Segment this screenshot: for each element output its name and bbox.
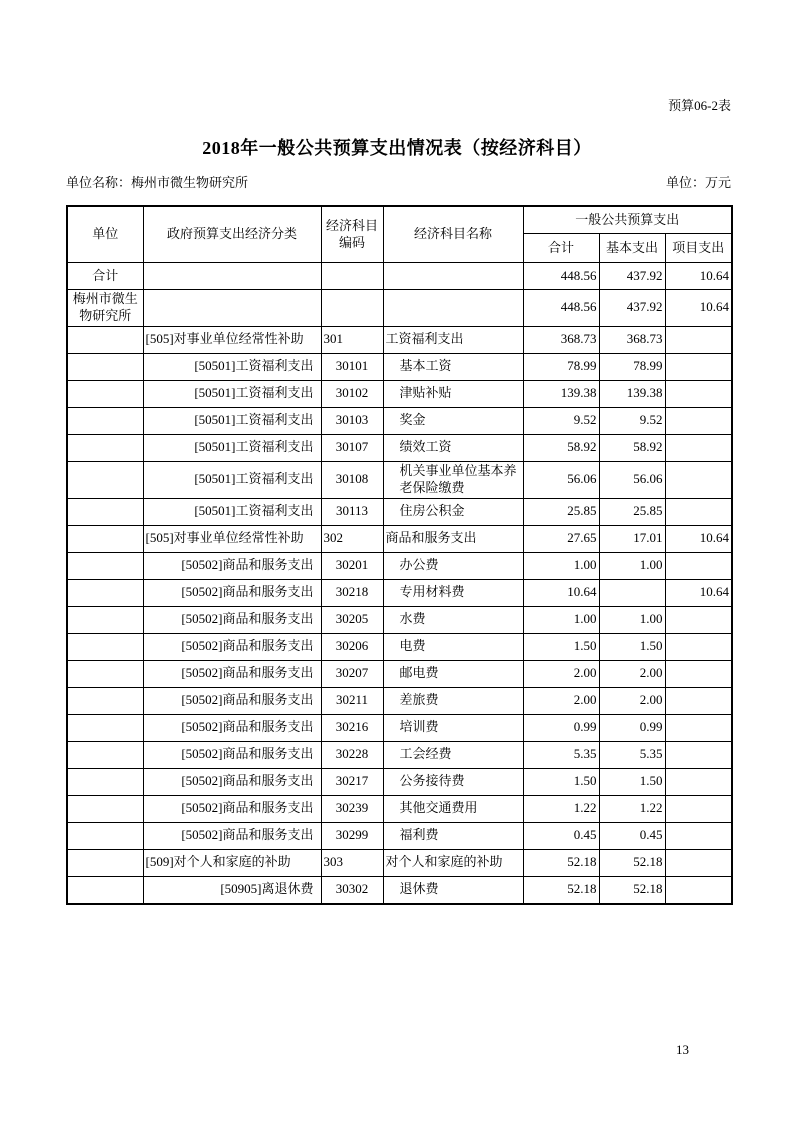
cell-unit bbox=[67, 849, 143, 876]
cell-code: 30211 bbox=[321, 687, 383, 714]
table-row bbox=[67, 822, 732, 849]
cell-project bbox=[665, 822, 732, 849]
cell-cls bbox=[143, 290, 321, 327]
header-budget-group: 一般公共预算支出 bbox=[523, 206, 732, 234]
cell-total: 9.52 bbox=[523, 407, 599, 434]
page-number: 13 bbox=[676, 1042, 689, 1057]
cell-code: 301 bbox=[321, 326, 383, 353]
cell-cls: [50501]工资福利支出 bbox=[143, 407, 321, 434]
cell-project bbox=[665, 407, 732, 434]
cell-name: 水费 bbox=[383, 606, 523, 633]
cell-basic: 1.00 bbox=[599, 606, 665, 633]
header-code: 经济科目编码 bbox=[321, 206, 383, 263]
cell-name: 工会经费 bbox=[383, 741, 523, 768]
cell-cls: [50502]商品和服务支出 bbox=[143, 741, 321, 768]
table-row bbox=[67, 660, 732, 687]
cell-basic: 437.92 bbox=[599, 290, 665, 327]
table-row bbox=[67, 434, 732, 461]
cell-project bbox=[665, 498, 732, 525]
table-row bbox=[67, 849, 732, 876]
table-row bbox=[67, 579, 732, 606]
header-total: 合计 bbox=[523, 234, 599, 263]
meta-row bbox=[66, 172, 731, 191]
cell-unit bbox=[67, 353, 143, 380]
cell-project bbox=[665, 461, 732, 498]
cell-code: 30228 bbox=[321, 741, 383, 768]
cell-unit bbox=[67, 326, 143, 353]
cell-code: 303 bbox=[321, 849, 383, 876]
cell-code: 30201 bbox=[321, 552, 383, 579]
cell-basic: 52.18 bbox=[599, 876, 665, 904]
cell-cls: [505]对事业单位经常性补助 bbox=[143, 525, 321, 552]
header-row-1 bbox=[67, 206, 732, 234]
cell-basic: 368.73 bbox=[599, 326, 665, 353]
cell-unit bbox=[67, 434, 143, 461]
table-row bbox=[67, 263, 732, 290]
cell-unit bbox=[67, 660, 143, 687]
cell-cls: [50502]商品和服务支出 bbox=[143, 633, 321, 660]
header-name: 经济科目名称 bbox=[383, 206, 523, 263]
cell-name: 培训费 bbox=[383, 714, 523, 741]
cell-cls: [50502]商品和服务支出 bbox=[143, 687, 321, 714]
cell-name: 机关事业单位基本养老保险缴费 bbox=[383, 461, 523, 498]
cell-total: 10.64 bbox=[523, 579, 599, 606]
cell-project bbox=[665, 741, 732, 768]
table-row bbox=[67, 606, 732, 633]
cell-basic: 0.99 bbox=[599, 714, 665, 741]
cell-total: 0.99 bbox=[523, 714, 599, 741]
cell-unit bbox=[67, 498, 143, 525]
cell-project bbox=[665, 795, 732, 822]
cell-total: 52.18 bbox=[523, 849, 599, 876]
cell-cls: [50502]商品和服务支出 bbox=[143, 714, 321, 741]
cell-total: 448.56 bbox=[523, 290, 599, 327]
cell-unit bbox=[67, 741, 143, 768]
cell-total: 368.73 bbox=[523, 326, 599, 353]
cell-name: 电费 bbox=[383, 633, 523, 660]
header-project: 项目支出 bbox=[665, 234, 732, 263]
cell-basic: 25.85 bbox=[599, 498, 665, 525]
cell-unit bbox=[67, 552, 143, 579]
table-row bbox=[67, 795, 732, 822]
cell-cls: [50501]工资福利支出 bbox=[143, 498, 321, 525]
cell-code: 30101 bbox=[321, 353, 383, 380]
cell-project bbox=[665, 849, 732, 876]
cell-basic: 58.92 bbox=[599, 434, 665, 461]
cell-name: 住房公积金 bbox=[383, 498, 523, 525]
cell-total: 0.45 bbox=[523, 822, 599, 849]
table-row bbox=[67, 633, 732, 660]
cell-code: 30102 bbox=[321, 380, 383, 407]
header-unit: 单位 bbox=[67, 206, 143, 263]
cell-total: 27.65 bbox=[523, 525, 599, 552]
cell-basic: 5.35 bbox=[599, 741, 665, 768]
cell-total: 2.00 bbox=[523, 687, 599, 714]
cell-cls: [50502]商品和服务支出 bbox=[143, 579, 321, 606]
cell-code: 30218 bbox=[321, 579, 383, 606]
cell-code: 302 bbox=[321, 525, 383, 552]
cell-code bbox=[321, 290, 383, 327]
cell-basic: 2.00 bbox=[599, 687, 665, 714]
cell-cls: [50501]工资福利支出 bbox=[143, 380, 321, 407]
cell-cls: [50502]商品和服务支出 bbox=[143, 768, 321, 795]
cell-code: 30103 bbox=[321, 407, 383, 434]
cell-project bbox=[665, 380, 732, 407]
cell-name: 奖金 bbox=[383, 407, 523, 434]
page-title: 2018年一般公共预算支出情况表（按经济科目） bbox=[202, 138, 592, 158]
cell-unit bbox=[67, 822, 143, 849]
cell-cls: [50502]商品和服务支出 bbox=[143, 822, 321, 849]
cell-total: 78.99 bbox=[523, 353, 599, 380]
table-body bbox=[67, 263, 732, 904]
table-row bbox=[67, 353, 732, 380]
table-row bbox=[67, 768, 732, 795]
cell-cls: [509]对个人和家庭的补助 bbox=[143, 849, 321, 876]
table-row bbox=[67, 876, 732, 904]
cell-project bbox=[665, 876, 732, 904]
cell-cls: [50501]工资福利支出 bbox=[143, 353, 321, 380]
cell-basic: 1.50 bbox=[599, 768, 665, 795]
cell-cls: [50502]商品和服务支出 bbox=[143, 552, 321, 579]
cell-total: 448.56 bbox=[523, 263, 599, 290]
cell-code: 30108 bbox=[321, 461, 383, 498]
table-row bbox=[67, 290, 732, 327]
cell-project bbox=[665, 633, 732, 660]
cell-unit bbox=[67, 606, 143, 633]
cell-name: 邮电费 bbox=[383, 660, 523, 687]
cell-project bbox=[665, 768, 732, 795]
cell-code: 30216 bbox=[321, 714, 383, 741]
cell-basic: 1.22 bbox=[599, 795, 665, 822]
cell-unit bbox=[67, 795, 143, 822]
cell-name bbox=[383, 263, 523, 290]
cell-unit bbox=[67, 633, 143, 660]
cell-basic: 1.00 bbox=[599, 552, 665, 579]
cell-name: 办公费 bbox=[383, 552, 523, 579]
cell-name: 专用材料费 bbox=[383, 579, 523, 606]
cell-project bbox=[665, 552, 732, 579]
cell-basic: 17.01 bbox=[599, 525, 665, 552]
table-row bbox=[67, 525, 732, 552]
table-row bbox=[67, 552, 732, 579]
cell-name: 福利费 bbox=[383, 822, 523, 849]
unit-name: 单位名称：梅州市微生物研究所 bbox=[66, 175, 249, 190]
cell-project bbox=[665, 687, 732, 714]
cell-total: 139.38 bbox=[523, 380, 599, 407]
cell-unit bbox=[67, 876, 143, 904]
cell-basic bbox=[599, 579, 665, 606]
table-row bbox=[67, 326, 732, 353]
cell-basic: 9.52 bbox=[599, 407, 665, 434]
budget-table bbox=[66, 205, 733, 905]
cell-code: 30205 bbox=[321, 606, 383, 633]
cell-name: 基本工资 bbox=[383, 353, 523, 380]
cell-basic: 78.99 bbox=[599, 353, 665, 380]
cell-name: 其他交通费用 bbox=[383, 795, 523, 822]
cell-project: 10.64 bbox=[665, 579, 732, 606]
cell-basic: 52.18 bbox=[599, 849, 665, 876]
cell-basic: 139.38 bbox=[599, 380, 665, 407]
cell-basic: 437.92 bbox=[599, 263, 665, 290]
cell-unit bbox=[67, 525, 143, 552]
cell-name: 工资福利支出 bbox=[383, 326, 523, 353]
table-row bbox=[67, 461, 732, 498]
cell-basic: 0.45 bbox=[599, 822, 665, 849]
cell-code bbox=[321, 263, 383, 290]
cell-code: 30207 bbox=[321, 660, 383, 687]
cell-basic: 56.06 bbox=[599, 461, 665, 498]
cell-project: 10.64 bbox=[665, 290, 732, 327]
cell-cls: [50905]离退休费 bbox=[143, 876, 321, 904]
cell-project bbox=[665, 353, 732, 380]
cell-total: 52.18 bbox=[523, 876, 599, 904]
cell-name: 退休费 bbox=[383, 876, 523, 904]
cell-cls: [50502]商品和服务支出 bbox=[143, 795, 321, 822]
cell-name bbox=[383, 290, 523, 327]
cell-total: 1.50 bbox=[523, 768, 599, 795]
cell-unit bbox=[67, 380, 143, 407]
cell-name: 公务接待费 bbox=[383, 768, 523, 795]
cell-code: 30206 bbox=[321, 633, 383, 660]
table-row bbox=[67, 407, 732, 434]
table-row bbox=[67, 714, 732, 741]
cell-total: 1.00 bbox=[523, 606, 599, 633]
cell-cls: [50501]工资福利支出 bbox=[143, 461, 321, 498]
cell-project: 10.64 bbox=[665, 525, 732, 552]
cell-total: 5.35 bbox=[523, 741, 599, 768]
cell-basic: 1.50 bbox=[599, 633, 665, 660]
unit-of-measure: 单位：万元 bbox=[665, 175, 731, 190]
cell-unit bbox=[67, 407, 143, 434]
cell-basic: 2.00 bbox=[599, 660, 665, 687]
cell-code: 30107 bbox=[321, 434, 383, 461]
cell-project bbox=[665, 714, 732, 741]
cell-total: 1.50 bbox=[523, 633, 599, 660]
cell-unit bbox=[67, 768, 143, 795]
cell-unit: 梅州市微生物研究所 bbox=[67, 290, 143, 327]
cell-name: 商品和服务支出 bbox=[383, 525, 523, 552]
table-row bbox=[67, 380, 732, 407]
cell-project bbox=[665, 606, 732, 633]
table-row bbox=[67, 498, 732, 525]
cell-code: 30299 bbox=[321, 822, 383, 849]
cell-total: 56.06 bbox=[523, 461, 599, 498]
cell-total: 1.00 bbox=[523, 552, 599, 579]
doc-code: 预算06-2表 bbox=[668, 98, 731, 113]
cell-code: 30113 bbox=[321, 498, 383, 525]
cell-unit bbox=[67, 579, 143, 606]
cell-cls: [505]对事业单位经常性补助 bbox=[143, 326, 321, 353]
cell-project bbox=[665, 434, 732, 461]
cell-project bbox=[665, 326, 732, 353]
cell-unit bbox=[67, 687, 143, 714]
header-gov-class: 政府预算支出经济分类 bbox=[143, 206, 321, 263]
cell-total: 58.92 bbox=[523, 434, 599, 461]
cell-code: 30239 bbox=[321, 795, 383, 822]
table-row bbox=[67, 741, 732, 768]
cell-unit bbox=[67, 461, 143, 498]
cell-total: 1.22 bbox=[523, 795, 599, 822]
cell-code: 30217 bbox=[321, 768, 383, 795]
cell-name: 对个人和家庭的补助 bbox=[383, 849, 523, 876]
cell-unit bbox=[67, 714, 143, 741]
table-row bbox=[67, 687, 732, 714]
cell-cls: [50501]工资福利支出 bbox=[143, 434, 321, 461]
cell-unit: 合计 bbox=[67, 263, 143, 290]
cell-project: 10.64 bbox=[665, 263, 732, 290]
cell-total: 25.85 bbox=[523, 498, 599, 525]
cell-total: 2.00 bbox=[523, 660, 599, 687]
cell-cls bbox=[143, 263, 321, 290]
cell-name: 绩效工资 bbox=[383, 434, 523, 461]
cell-project bbox=[665, 660, 732, 687]
cell-name: 津贴补贴 bbox=[383, 380, 523, 407]
cell-cls: [50502]商品和服务支出 bbox=[143, 606, 321, 633]
header-basic: 基本支出 bbox=[599, 234, 665, 263]
cell-code: 30302 bbox=[321, 876, 383, 904]
cell-cls: [50502]商品和服务支出 bbox=[143, 660, 321, 687]
cell-name: 差旅费 bbox=[383, 687, 523, 714]
